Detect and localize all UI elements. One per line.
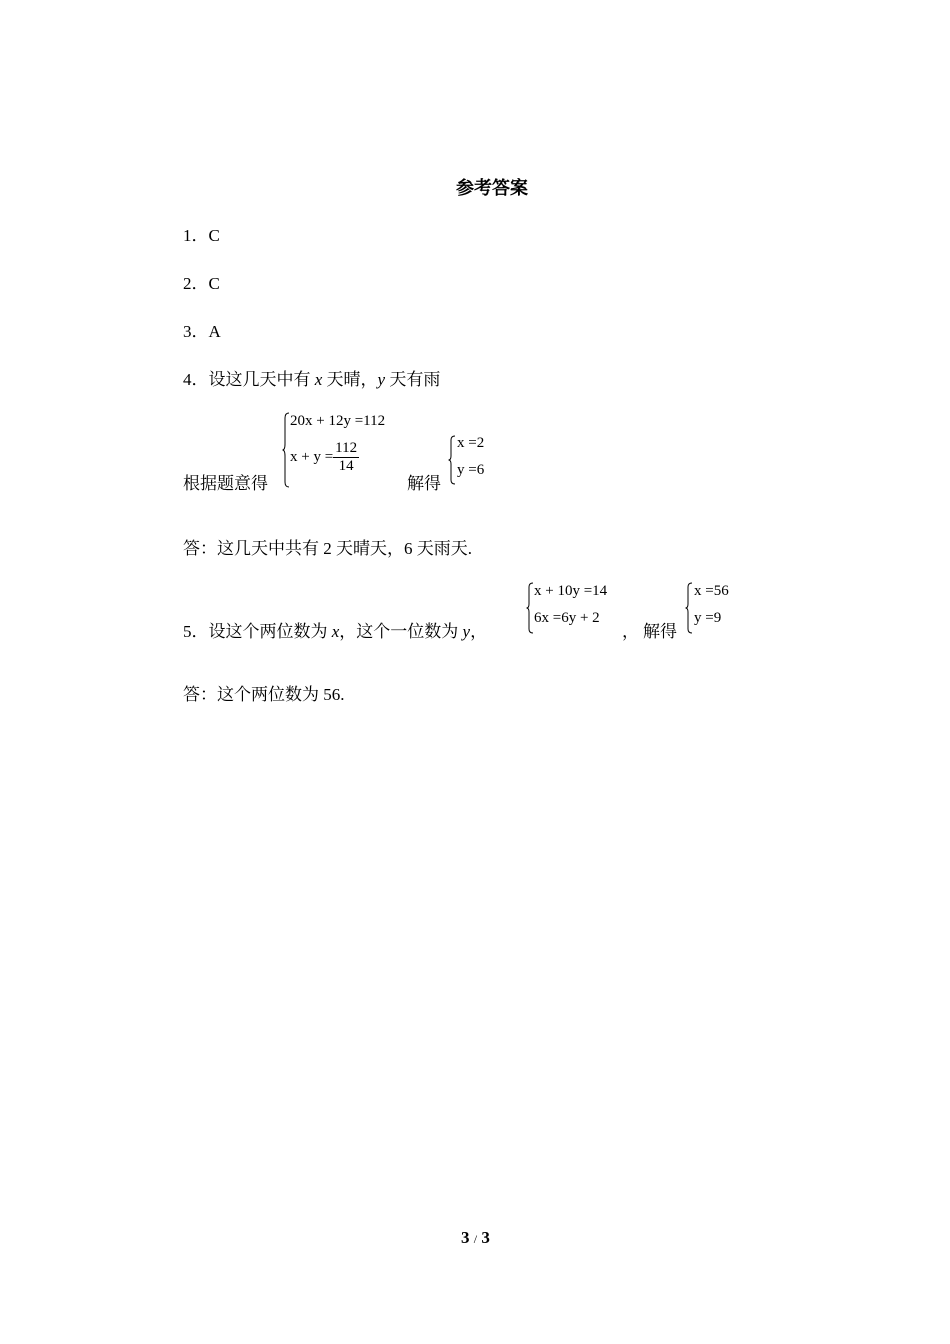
left-brace-icon — [526, 582, 534, 634]
answer-2: 2．C — [183, 274, 220, 293]
q5-answer: 答：这个两位数为 56. — [183, 685, 345, 704]
q5-setup-prefix: 5．设这个两位数为 — [183, 622, 332, 641]
q5-setup-suffix: ， — [470, 622, 488, 641]
q4-eq2 — [290, 440, 359, 476]
q5-comma: ， — [622, 622, 639, 641]
q5-eq1: x + 10y =14 — [534, 583, 608, 599]
q4-var-x: x — [314, 370, 323, 389]
q5-solve-label: 解得 — [643, 622, 677, 641]
q4-var-y: y — [377, 370, 386, 389]
left-brace-icon — [282, 412, 290, 488]
left-brace-icon — [685, 582, 693, 634]
q4-eq2-left: x + y = — [290, 449, 334, 466]
q4-setup — [183, 365, 440, 390]
q4-answer: 答：这几天中共有 2 天晴天，6 天雨天. — [183, 539, 472, 558]
q4-fraction-denominator: 14 — [338, 458, 354, 475]
left-brace-icon — [448, 435, 456, 485]
q4-setup-mid: 天晴， — [322, 370, 378, 389]
page-total: 3 — [481, 1228, 490, 1247]
q4-eq1: 20x + 12y =112 — [290, 413, 386, 429]
q5-solution-system — [685, 582, 755, 634]
q5-var-x: x — [331, 622, 340, 641]
q5-var-y: y — [462, 622, 471, 641]
q4-fraction-numerator: 112 — [333, 440, 359, 458]
q4-sol1: x =2 — [457, 435, 485, 451]
q4-solution-system — [448, 435, 508, 485]
q5-eq2: 6x =6y + 2 — [534, 610, 600, 626]
page-title: 参考答案 — [456, 178, 528, 198]
page-separator: / — [473, 1232, 478, 1246]
q4-sol2: y =6 — [457, 462, 485, 478]
answer-3: 3．A — [183, 322, 221, 341]
q4-equation-system — [282, 412, 412, 488]
q5-setup — [183, 617, 487, 642]
q4-fraction — [333, 440, 359, 476]
q5-sol1: x =56 — [694, 583, 729, 599]
answer-1: 1．C — [183, 226, 220, 245]
q4-according-label: 根据题意得 — [183, 474, 268, 493]
q4-setup-suffix: 天有雨 — [385, 370, 441, 389]
q5-equation-system — [526, 582, 636, 634]
page-current: 3 — [461, 1228, 470, 1247]
q4-solve-label: 解得 — [407, 474, 441, 493]
q5-setup-mid: ，这个一位数为 — [339, 622, 463, 641]
q4-setup-prefix: 4．设这几天中有 — [183, 370, 315, 389]
page-number — [461, 1228, 490, 1248]
q5-sol2: y =9 — [694, 610, 722, 626]
